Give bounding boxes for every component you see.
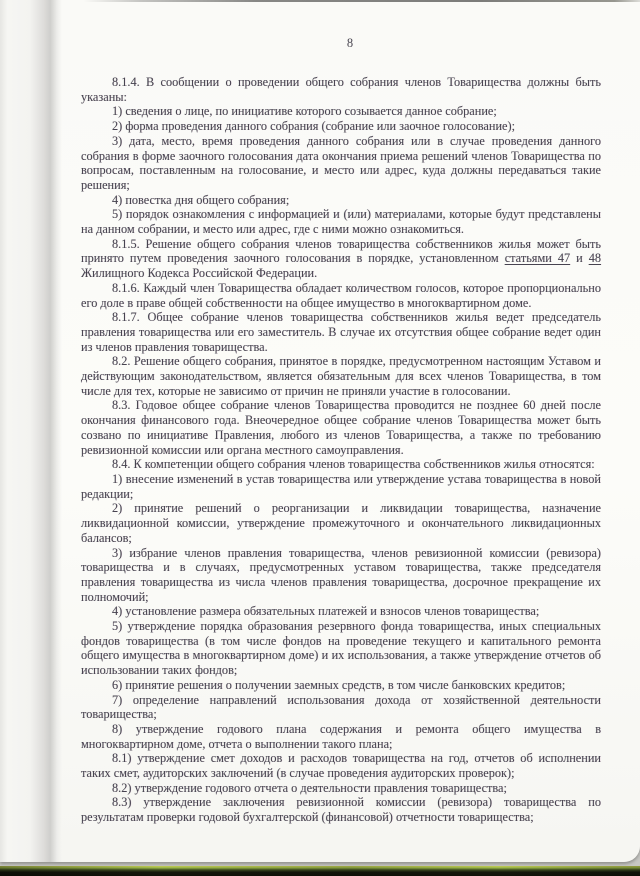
paragraph bbox=[81, 104, 601, 119]
paragraph-text: 2) принятие решений о реорганизации и ликвидации товарищества, назначение ликвидационной комиссии, утверждение промежуточного и окончательного ликвидационных балансов; bbox=[81, 501, 601, 545]
paragraph-text: 8.1) утверждение смет доходов и расходов товарищества на год, отчетов об исполнении таких смет, аудиторских заключений (в случае проведения аудиторских проверок); bbox=[81, 751, 601, 781]
paragraph bbox=[81, 751, 601, 780]
paragraph bbox=[81, 678, 601, 693]
scan-bottom-edge bbox=[0, 866, 640, 876]
paragraph bbox=[81, 795, 601, 824]
paragraph-text: 8.2. Решение общего собрания, принятое в порядке, предусмотренном настоящим Уставом и действующим законодательством, является обязательным для всех членов Товарищества, в том числе для тех, которые не зависимо от причин не приняли участие в голосовании. bbox=[81, 354, 601, 398]
paragraph-text: Жилищного Кодекса Российской Федерации. bbox=[81, 266, 318, 281]
page-number: 8 bbox=[346, 36, 354, 50]
paragraph bbox=[81, 75, 601, 104]
paragraph-text: 2) форма проведения данного собрания (собрание или заочное голосование); bbox=[112, 119, 516, 134]
paragraph bbox=[81, 546, 601, 605]
paragraph bbox=[81, 619, 601, 678]
paragraph-text: 8.1.4. В сообщении о проведении общего собрания членов Товарищества должны быть указаны: bbox=[81, 75, 601, 104]
paragraph-text: 5) порядок ознакомления с информацией и (или) материалами, которые будут представлены на данном собрании, и место или адрес, где с ними можно ознакомиться. bbox=[81, 207, 601, 237]
paragraph-text: 8.1.7. Общее собрание членов товарищества собственников жилья ведет председатель правления товарищества или его заместитель. В случае их отсутствия общее собрание ведет один из членов правления товарищества. bbox=[81, 310, 601, 354]
paragraph-text: 4) повестка дня общего собрания; bbox=[112, 192, 290, 207]
paragraph bbox=[81, 354, 601, 398]
paragraph bbox=[81, 119, 601, 134]
paragraph bbox=[81, 193, 601, 208]
underlined-statute-reference: 48 bbox=[588, 251, 602, 266]
paragraph-text: 1) сведения о лице, по инициативе которого созывается данное собрание; bbox=[112, 104, 497, 119]
paragraph bbox=[81, 237, 601, 281]
paragraph-text: 3) избрание членов правления товарищества, членов ревизионной комиссии (ревизора) товарищества и в случаях, предусмотренных уставом товарищества, также председателя правления товарищества из числа членов правления товарищества, досрочное прекращение их полномочий; bbox=[81, 545, 601, 604]
paragraph bbox=[81, 134, 601, 193]
paragraph bbox=[81, 207, 601, 236]
paragraph-text: 8.3) утверждение заключения ревизионной комиссии (ревизора) товарищества по результатам проверки годовой бухгалтерской (финансовой) отчетности товарищества; bbox=[81, 795, 601, 825]
scan-top-edge-line bbox=[0, 0, 640, 2]
paragraph-text: 8) утверждение годового плана содержания и ремонта общего имущества в многоквартирном доме, отчета о выполнении такого плана; bbox=[81, 721, 601, 751]
paragraph bbox=[81, 457, 601, 472]
paragraph-text: 8.4. К компетенции общего собрания членов товарищества собственников жилья относятся: bbox=[112, 457, 595, 472]
paragraph bbox=[81, 281, 601, 310]
paragraph bbox=[81, 472, 601, 501]
page-binding-edge bbox=[0, 0, 62, 862]
paragraph-text: 8.1.6. Каждый член Товарищества обладает количеством голосов, которое пропорционально его доле в праве общей собственности на общее имущество в многоквартирном доме. bbox=[81, 280, 601, 310]
paragraph bbox=[81, 722, 601, 751]
paragraph-text: 8.2) утверждение годового отчета о деятельности правления товарищества; bbox=[112, 780, 507, 795]
underlined-statute-reference: статьями 47 bbox=[504, 251, 571, 266]
paragraph-text: 7) определение направлений использования дохода от хозяйственной деятельности товарищества; bbox=[81, 692, 601, 722]
document-body bbox=[81, 75, 601, 825]
paragraph-text: 8.1.5. Решение общего собрания членов товарищества собственников жилья может быть принято путем проведения заочного голосования в порядке, установленном bbox=[81, 236, 601, 266]
paragraph bbox=[81, 501, 601, 545]
paragraph bbox=[81, 604, 601, 619]
paragraph-text: 8.3. Годовое общее собрание членов Товарищества проводится не позднее 60 дней после окончания финансового года. Внеочередное общее собрание членов Товарищества может быть созвано по инициативе Правления, любого из членов Товарищества, а также по требованию ревизионной комиссии или органа местного самоуправления. bbox=[81, 398, 601, 457]
paragraph-text: 1) внесение изменений в устав товарищества или утверждение устава товарищества в новой редакции; bbox=[81, 471, 601, 501]
paragraph bbox=[81, 781, 601, 796]
paragraph-text: 3) дата, место, время проведения данного собрания или в случае проведения данного собрания в форме заочного голосования дата окончания приема решений членов Товарищества по вопросам, поставленным на голосование, и место или адрес, куда должны передаваться такие решения; bbox=[81, 133, 601, 192]
paragraph-text: 5) утверждение порядка образования резервного фонда товарищества, иных специальных фондов товарищества (в том числе фондов на проведение текущего и капитального ремонта общего имущества в многоквартирном доме) и их использования, а также утверждение отчетов об использовании таких фондов; bbox=[81, 619, 601, 678]
paragraph-text: 4) установление размера обязательных платежей и взносов членов товарищества; bbox=[112, 604, 540, 619]
paragraph bbox=[81, 693, 601, 722]
paragraph-text: и bbox=[570, 251, 589, 266]
paragraph bbox=[81, 310, 601, 354]
paragraph-text: 6) принятие решения о получении заемных средств, в том числе банковских кредитов; bbox=[112, 677, 566, 692]
paragraph bbox=[81, 398, 601, 457]
